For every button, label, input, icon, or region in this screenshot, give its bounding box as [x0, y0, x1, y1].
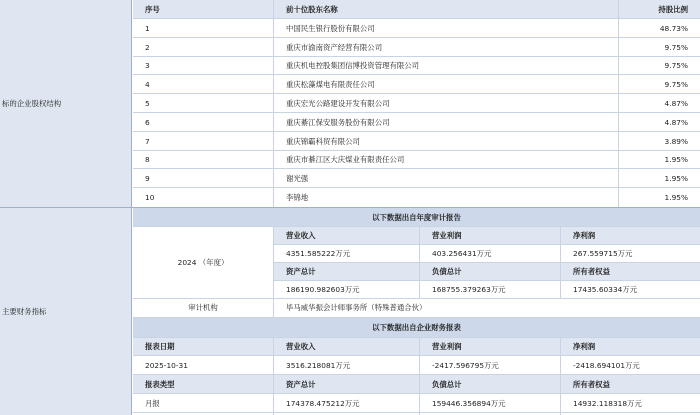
audit-revenue-label-text: 营业收入: [286, 231, 316, 240]
audit-total-liab-label: [420, 263, 560, 280]
audit-op-profit-value: [420, 245, 560, 262]
auditor-value: [274, 299, 700, 316]
self-total-liab-value-text: 159446.356894万元: [432, 398, 506, 408]
equity-row-holder-text: 重庆松藻煤电有限责任公司: [286, 79, 375, 89]
self-revenue-label-text: 营业收入: [286, 342, 316, 351]
grid-vline: [618, 0, 619, 207]
self-equity-value-text: 14932.118318万元: [573, 398, 642, 408]
equity-row-ratio: [619, 132, 700, 150]
col-header-no-text: 序号: [145, 4, 160, 14]
equity-row-holder: [274, 94, 618, 112]
auditor-value-text: 毕马威华振会计师事务所（特殊普通合伙）: [286, 303, 427, 312]
equity-row-no: [133, 188, 273, 206]
grid-hline: [133, 393, 700, 394]
col-header-holder: [274, 0, 618, 18]
equity-row-holder-text: 重庆綦江保安服务股份有限公司: [286, 117, 390, 127]
report-date-value: [133, 356, 273, 374]
equity-row-holder-text: 李锦地: [286, 192, 309, 202]
grid-hline: [133, 131, 700, 132]
finance-section-label-text: 主要财务指标: [2, 307, 47, 316]
equity-row-no: [133, 113, 273, 131]
audit-revenue-label: [274, 227, 419, 244]
equity-row-ratio: [619, 75, 700, 93]
self-total-liab-label-text: 负债总计: [432, 379, 462, 389]
equity-row-holder: [274, 57, 618, 74]
equity-row-no: [133, 132, 273, 150]
equity-row-ratio-text: 1.95%: [664, 173, 688, 183]
grid-hline: [133, 150, 700, 151]
equity-row-ratio: [619, 188, 700, 206]
equity-row-ratio-text: 3.89%: [664, 136, 688, 146]
self-op-profit-value: [420, 356, 560, 374]
equity-row-ratio: [619, 19, 700, 37]
audit-total-assets-label-text: 资产总计: [286, 267, 316, 276]
report-date-value-text: 2025-10-31: [145, 360, 188, 370]
auditor-label: [133, 299, 273, 316]
equity-row-holder: [274, 113, 618, 131]
equity-row-holder: [274, 132, 618, 150]
equity-row-no-text: 1: [145, 23, 150, 33]
equity-row-holder: [274, 188, 618, 206]
grid-hline: [133, 317, 700, 318]
self-net-profit-value-text: -2418.694101万元: [573, 360, 640, 370]
equity-row-holder: [274, 151, 618, 168]
self-total-assets-value: [274, 394, 419, 412]
self-net-profit-value: [561, 356, 700, 374]
equity-row-holder-text: 重庆机电控股集团信博投资管理有限公司: [286, 61, 420, 70]
equity-row-holder-text: 谢光强: [286, 173, 309, 183]
audit-net-profit-label-text: 净利润: [573, 231, 596, 240]
audit-total-assets-value-text: 186190.982603万元: [286, 285, 360, 294]
grid-hline: [274, 244, 700, 245]
equity-row-no: [133, 57, 273, 74]
equity-row-holder: [274, 38, 618, 56]
equity-row-ratio: [619, 113, 700, 131]
equity-row-holder: [274, 169, 618, 187]
self-equity-label-text: 所有者权益: [573, 379, 610, 389]
self-total-assets-value-text: 174378.475212万元: [286, 398, 360, 408]
self-op-profit-label-text: 营业利润: [432, 342, 462, 351]
equity-row-no-text: 6: [145, 117, 150, 127]
audit-op-profit-label-text: 营业利润: [432, 231, 462, 240]
col-header-holder-text: 前十位股东名称: [286, 4, 338, 14]
equity-row-ratio-text: 9.75%: [664, 61, 688, 70]
equity-row-no-text: 9: [145, 173, 150, 183]
finance-section-label: [0, 208, 131, 415]
equity-row-holder-text: 中国民生银行股份有限公司: [286, 23, 375, 33]
grid-hline: [274, 280, 700, 281]
audit-net-profit-label: [561, 227, 700, 244]
equity-section-label: [0, 0, 131, 207]
grid-hline: [133, 18, 700, 19]
audit-revenue-value-text: 4351.585222万元: [286, 249, 351, 258]
equity-row-holder-text: 重庆锦霸科贸有限公司: [286, 136, 360, 146]
equity-row-no-text: 3: [145, 61, 150, 70]
grid-hline: [133, 355, 700, 356]
grid-vline: [273, 0, 274, 207]
grid-hline: [274, 262, 700, 263]
grid-hline: [133, 93, 700, 94]
self-op-profit-value-text: -2417.596795万元: [432, 360, 499, 370]
report-date-label-text: 报表日期: [145, 342, 175, 351]
equity-row-holder: [274, 19, 618, 37]
auditor-label-text: 审计机构: [188, 303, 218, 312]
audit-year-text: 2024 （年度）: [177, 258, 229, 267]
equity-row-no: [133, 38, 273, 56]
audit-equity-value-text: 17435.60334万元: [573, 285, 638, 294]
equity-row-no: [133, 151, 273, 168]
equity-row-ratio-text: 9.75%: [664, 79, 688, 89]
report-type-value-text: 月报: [145, 398, 160, 408]
equity-row-no-text: 5: [145, 98, 150, 108]
audit-report-title-text: 以下数据出自年度审计报告: [372, 213, 461, 222]
equity-row-no-text: 8: [145, 155, 150, 164]
grid-vline: [419, 227, 420, 299]
self-total-assets-label-text: 资产总计: [286, 379, 316, 389]
equity-row-no: [133, 94, 273, 112]
grid-hline: [133, 74, 700, 75]
report-type-value: [133, 394, 273, 412]
audit-total-assets-value: [274, 281, 419, 298]
self-total-assets-label: [274, 375, 419, 393]
equity-row-ratio: [619, 57, 700, 74]
audit-total-liab-label-text: 负债总计: [432, 267, 462, 276]
audit-op-profit-value-text: 403.256431万元: [432, 249, 492, 258]
audit-year: [133, 227, 273, 298]
audit-net-profit-value: [561, 245, 700, 262]
equity-row-no-text: 2: [145, 42, 150, 52]
equity-row-holder-text: 重庆宏光公路建设开发有限公司: [286, 98, 390, 108]
equity-row-no: [133, 19, 273, 37]
equity-row-holder-text: 重庆市綦江区大庆煤业有限责任公司: [286, 155, 405, 164]
equity-row-ratio-text: 1.95%: [664, 155, 688, 164]
grid-vline: [273, 227, 274, 317]
equity-row-ratio: [619, 169, 700, 187]
grid-hline: [133, 374, 700, 375]
equity-row-no: [133, 75, 273, 93]
grid-vline: [560, 337, 561, 415]
col-header-ratio-text: 持股比例: [658, 4, 688, 14]
grid-hline: [133, 337, 700, 338]
equity-row-ratio-text: 9.75%: [664, 42, 688, 52]
grid-vline: [273, 337, 274, 415]
equity-row-ratio-text: 1.95%: [664, 192, 688, 202]
equity-row-no-text: 4: [145, 79, 150, 89]
grid-hline: [133, 412, 700, 413]
self-revenue-value: [274, 356, 419, 374]
self-total-liab-label: [420, 375, 560, 393]
equity-row-ratio-text: 4.87%: [664, 98, 688, 108]
self-report-title-text: 以下数据出自企业财务报表: [372, 323, 461, 332]
grid-hline: [133, 168, 700, 169]
grid-hline: [133, 187, 700, 188]
grid-hline: [133, 56, 700, 57]
equity-row-ratio: [619, 94, 700, 112]
audit-report-title: [133, 208, 700, 227]
self-revenue-value-text: 3516.218081万元: [286, 360, 351, 370]
audit-total-liab-value: [420, 281, 560, 298]
audit-equity-value: [561, 281, 700, 298]
report-type-label-text: 报表类型: [145, 379, 175, 389]
self-revenue-label: [274, 338, 419, 355]
equity-row-ratio: [619, 38, 700, 56]
audit-equity-label: [561, 263, 700, 280]
self-net-profit-label-text: 净利润: [573, 342, 596, 351]
equity-row-no-text: 7: [145, 136, 150, 146]
audit-revenue-value: [274, 245, 419, 262]
self-net-profit-label: [561, 338, 700, 355]
self-op-profit-label: [420, 338, 560, 355]
audit-total-liab-value-text: 168755.379263万元: [432, 285, 506, 294]
equity-section-label-text: 标的企业股权结构: [2, 99, 62, 108]
equity-row-ratio-text: 48.73%: [659, 23, 688, 33]
grid-hline: [133, 37, 700, 38]
self-equity-label: [561, 375, 700, 393]
equity-row-holder: [274, 75, 618, 93]
grid-vline: [419, 337, 420, 415]
equity-row-no-text: 10: [145, 192, 155, 202]
audit-total-assets-label: [274, 263, 419, 280]
grid-vline: [560, 227, 561, 299]
grid-hline: [133, 226, 700, 227]
grid-hline: [133, 298, 700, 299]
equity-row-ratio-text: 4.87%: [664, 117, 688, 127]
col-header-ratio: [619, 0, 700, 18]
report-date-label: [133, 338, 273, 355]
grid-hline: [133, 112, 700, 113]
self-total-liab-value: [420, 394, 560, 412]
audit-net-profit-value-text: 267.559715万元: [573, 249, 633, 258]
self-report-title: [133, 318, 700, 337]
equity-row-no: [133, 169, 273, 187]
equity-row-holder-text: 重庆市渝南资产经营有限公司: [286, 42, 383, 52]
self-equity-value: [561, 394, 700, 412]
audit-equity-label-text: 所有者权益: [573, 267, 610, 276]
col-header-no: [133, 0, 273, 18]
report-type-label: [133, 375, 273, 393]
equity-row-ratio: [619, 151, 700, 168]
grid-hline: [0, 207, 700, 208]
audit-op-profit-label: [420, 227, 560, 244]
